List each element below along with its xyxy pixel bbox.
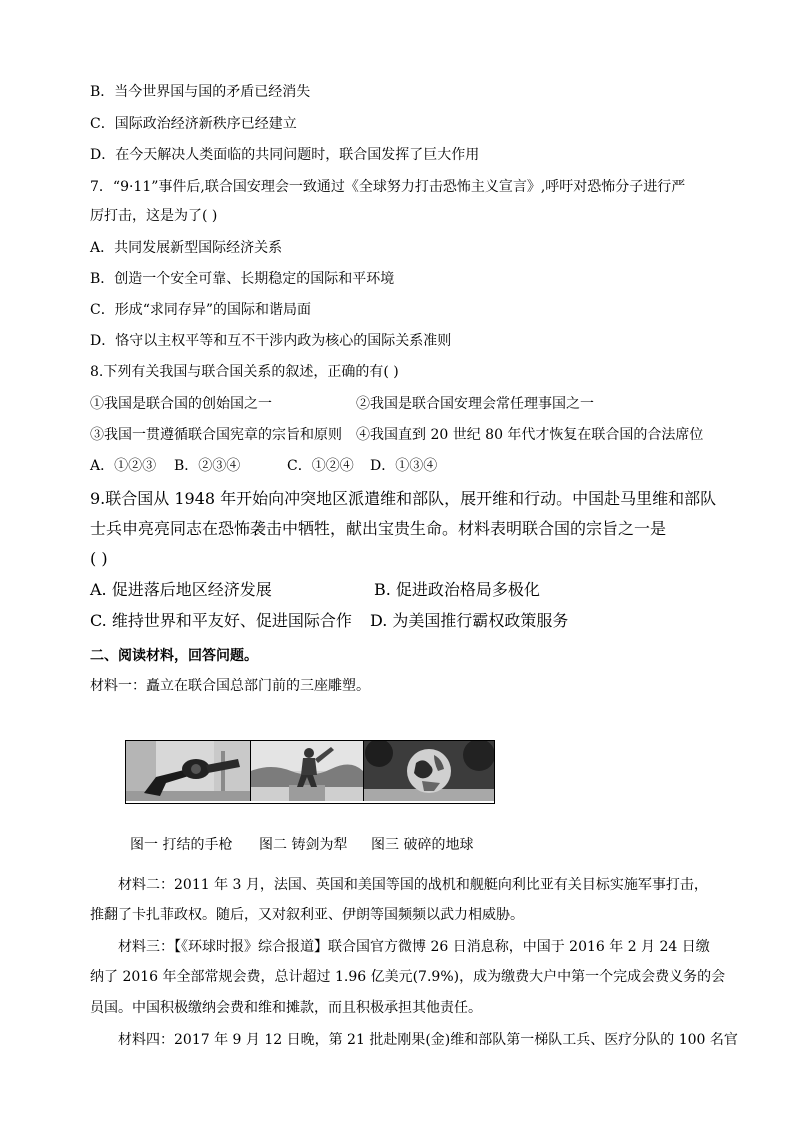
q9-option-c: C. 维持世界和平友好、促进国际合作 — [90, 611, 352, 630]
material-3-line3: 员国。中国积极缴纳会费和维和摊款，而且积极承担其他责任。 — [90, 1000, 482, 1016]
caption-figure-2: 图二 铸剑为犁 — [259, 837, 348, 853]
q7-option-b: B．创造一个安全可靠、长期稳定的国际和平环境 — [90, 271, 395, 287]
section-heading: 二、阅读材料，回答问题。 — [90, 648, 258, 664]
q8-option-d: D．①③④ — [370, 458, 438, 474]
q8-option-b: B．②③④ — [174, 458, 241, 474]
material-4-line1: 材料四：2017 年 9 月 12 日晚，第 21 批赴刚果(金)维和部队第一梯队工兵、医疗分队的 100 名官 — [118, 1032, 738, 1048]
q9-option-a: A. 促进落后地区经济发展 — [90, 580, 272, 599]
material-3-line1: 材料三：【《环球时报》综合报道】联合国官方微博 26 日消息称，中国于 2016 年 2 月 24 日缴 — [118, 939, 710, 955]
q9-option-b: B. 促进政治格局多极化 — [374, 580, 540, 599]
q8-option-a: A．①②③ — [90, 458, 157, 474]
material-1-intro: 材料一：矗立在联合国总部门前的三座雕塑。 — [90, 678, 370, 694]
caption-figure-1: 图一 打结的手枪 — [130, 837, 233, 853]
caption-figure-3: 图三 破碎的地球 — [371, 837, 474, 853]
q8-statement-2: ②我国是联合国安理会常任理事国之一 — [356, 396, 594, 412]
sculpture-photos — [125, 740, 495, 804]
q7-stem-line2: 厉打击，这是为了( ) — [90, 208, 218, 224]
q7-stem-line1: 7．“9·11”事件后,联合国安理会一致通过《全球努力打击恐怖主义宣言》,呼吁对恐怖分子进行严 — [90, 179, 686, 195]
knotted-gun-photo — [126, 741, 251, 801]
swords-into-plowshares-photo — [251, 741, 363, 801]
q6-option-b: B．当今世界国与国的矛盾已经消失 — [90, 84, 311, 100]
q6-option-d: D．在今天解决人类面临的共同问题时，联合国发挥了巨大作用 — [90, 147, 480, 163]
q8-option-c: C．①②④ — [287, 458, 354, 474]
material-2-line2: 推翻了卡扎菲政权。随后，又对叙利亚、伊朗等国频频以武力相威胁。 — [90, 907, 524, 923]
q9-stem-line1: 9.联合国从 1948 年开始向冲突地区派遣维和部队，展开维和行动。中国赴马里维和部队 — [90, 489, 717, 508]
q8-statement-3: ③我国一贯遵循联合国宪章的宗旨和原则 — [90, 427, 342, 443]
q8-statement-1: ①我国是联合国的创始国之一 — [90, 396, 272, 412]
material-3-line2: 纳了 2016 年全部常规会费，总计超过 1.96 亿美元(7.9%)，成为缴费大户中第一个完成会费义务的会 — [90, 969, 726, 985]
q8-statement-4: ④我国直到 20 世纪 80 年代才恢复在联合国的合法席位 — [356, 427, 704, 443]
q9-stem-line3: ( ) — [90, 549, 108, 568]
q9-stem-line2: 士兵申亮亮同志在恐怖袭击中牺牲，献出宝贵生命。材料表明联合国的宗旨之一是 — [90, 519, 667, 538]
q6-option-c: C．国际政治经济新秩序已经建立 — [90, 116, 297, 132]
q7-option-c: C．形成“求同存异”的国际和谐局面 — [90, 302, 312, 318]
q8-stem: 8.下列有关我国与联合国关系的叙述，正确的有( ) — [90, 364, 399, 380]
q7-option-a: A．共同发展新型国际经济关系 — [90, 240, 283, 256]
broken-globe-photo — [364, 741, 494, 801]
material-2-line1: 材料二：2011 年 3 月，法国、英国和美国等国的战机和舰艇向利比亚有关目标实施军事打击， — [118, 877, 708, 893]
q7-option-d: D．恪守以主权平等和互不干涉内政为核心的国际关系准则 — [90, 333, 452, 349]
q9-option-d: D. 为美国推行霸权政策服务 — [370, 611, 569, 630]
